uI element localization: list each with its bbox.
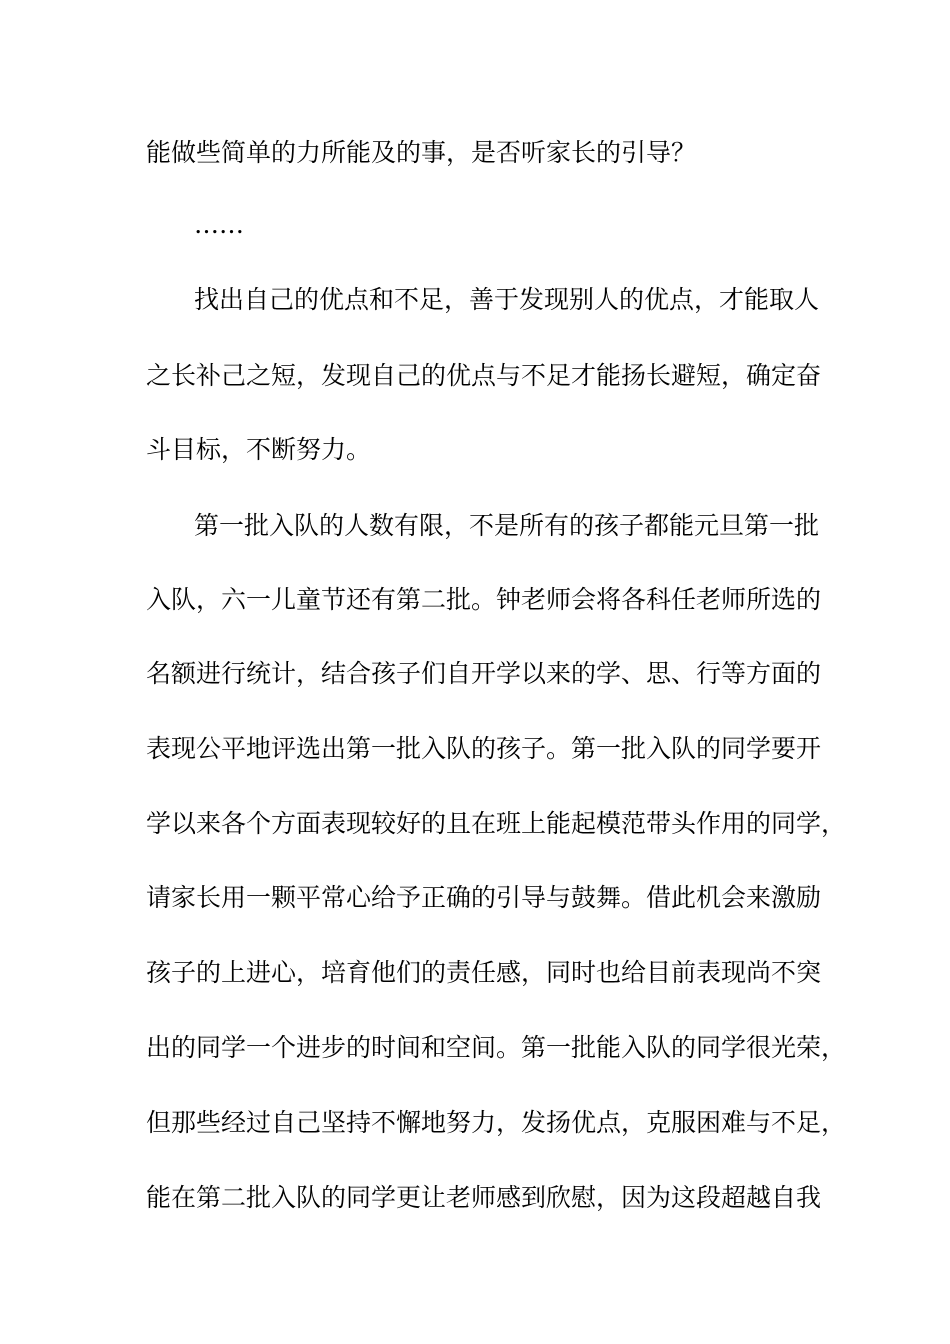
text-line: 入队，六一儿童节还有第二批。钟老师会将各科任老师所选的 bbox=[146, 585, 822, 614]
text-line: 能在第二批入队的同学更让老师感到欣慰，因为这段超越自我 bbox=[146, 1183, 822, 1212]
text-line: 斗目标，不断努力。 bbox=[146, 435, 372, 464]
text-line: 之长补己之短，发现自己的优点与不足才能扬长避短，确定奋 bbox=[146, 361, 822, 390]
text-line: 但那些经过自己坚持不懈地努力，发扬优点，克服困难与不足， bbox=[146, 1108, 847, 1137]
text-line: 表现公平地评选出第一批入队的孩子。第一批入队的同学要开 bbox=[146, 734, 822, 763]
text-line: 孩子的上进心，培育他们的责任感，同时也给目前表现尚不突 bbox=[146, 958, 822, 987]
text-line: 找出自己的优点和不足，善于发现别人的优点，才能取人 bbox=[194, 285, 820, 314]
text-line: 名额进行统计，结合孩子们自开学以来的学、思、行等方面的 bbox=[146, 659, 822, 688]
text-line: 能做些简单的力所能及的事，是否听家长的引导？ bbox=[146, 138, 697, 167]
text-line: 第一批入队的人数有限，不是所有的孩子都能元旦第一批 bbox=[194, 511, 820, 540]
text-line: 请家长用一颗平常心给予正确的引导与鼓舞。借此机会来激励 bbox=[146, 883, 822, 912]
ellipsis-line: …… bbox=[194, 210, 244, 239]
text-line: 出的同学一个进步的时间和空间。第一批能入队的同学很光荣， bbox=[146, 1033, 847, 1062]
text-line: 学以来各个方面表现较好的且在班上能起模范带头作用的同学， bbox=[146, 809, 847, 838]
